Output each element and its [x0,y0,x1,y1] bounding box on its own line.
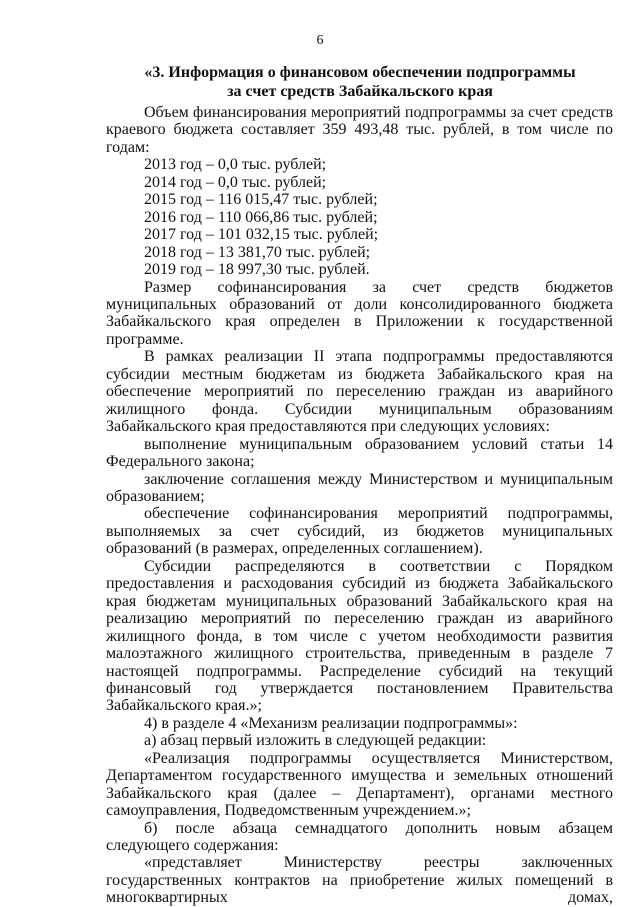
year-amount: 13 381,70 тыс. рублей; [217,243,371,261]
amendment-item: а) абзац первый изложить в следующей редакции: [144,732,487,750]
amendment-item: 4) в разделе 4 «Механизм реализации подпрограммы»: [144,714,518,732]
year-item [106,244,613,261]
year-label: 2017 год [144,226,202,244]
distribution-paragraph: Субсидии распределяются в соответствии с Порядком предоставления и расходования субсидий из бюджета Забайкальского края бюджетам муниципальных образований Забайкальского края на реализацию мероприятий по переселению граждан из аварийного жилищного фонда, в том числе с учетом необходимости развития малоэтажного жилищного строительства, приведенным в разделе 7 настоящей подпрограммы. Распределение субсидий на текущий финансовый год утверждается постановлением Правительства Забайкальского края.»; [106,557,613,715]
amendment-item: б) после абзаца семнадцатого дополнить новым абзацем следующего содержания: [106,819,613,855]
section-heading-line-2: за счет средств Забайкальского края [227,83,493,100]
condition-item: обеспечение софинансирования мероприятий подпрограммы, выполняемых за счет субсидий, из бюджетов муниципальных образований (в размерах, определенных соглашением). [106,505,613,558]
year-amount: 18 997,30 тыс. рублей. [217,261,370,279]
year-separator: – [201,261,218,279]
condition-item: выполнение муниципальным образованием условий статьи 14 Федерального закона; [106,435,613,471]
year-amount: 0,0 тыс. рублей; [217,173,327,191]
year-item [106,226,613,243]
year-item [106,156,613,173]
year-amount: 110 066,86 тыс. рублей; [217,208,378,226]
year-label: 2018 год [144,243,202,261]
year-item [106,191,613,208]
year-separator: – [201,208,218,226]
condition-item: заключение соглашения между Министерством и муниципальным образованием; [106,470,613,505]
year-separator: – [201,173,218,191]
year-amount: 0,0 тыс. рублей; [217,156,327,174]
subsidies-paragraph: В рамках реализации II этапа подпрограммы предоставляются субсидии местным бюджетам из бюджета Забайкальского края на обеспечение мероприятий по переселению граждан из аварийного жилищного фонда. Субсидии муниципальным образованиям Забайкальского края предоставляются при следующих условиях: [106,348,613,436]
intro-paragraph: Объем финансирования мероприятий подпрограммы за счет средств краевого бюджета составляет 359 493,48 тыс. рублей, в том числе по годам: [106,104,613,156]
document-body [106,104,613,907]
year-amount: 101 032,15 тыс. рублей; [217,226,379,244]
year-label: 2015 год [144,191,202,209]
year-amount: 116 015,47 тыс. рублей; [217,191,378,209]
year-item [106,174,613,191]
year-label: 2014 год [144,173,202,191]
section-heading-line-1: «3. Информация о финансовом обеспечении подпрограммы [144,64,576,81]
year-separator: – [201,243,218,261]
year-label: 2013 год [144,156,202,174]
year-item [106,209,613,226]
year-item [106,261,613,278]
year-separator: – [201,191,218,209]
year-separator: – [201,226,218,244]
year-separator: – [201,156,218,174]
quoted-paragraph: «Реализация подпрограммы осуществляется Министерством, Департаментом государственного имущества и земельных отношений Забайкальского края (далее – Департамент), органами местного самоуправления, Подведомственным учреждением.»; [106,749,613,820]
funding-by-year-list [106,156,613,278]
page-number: 6 [316,33,324,48]
year-label: 2019 год [144,261,202,279]
year-label: 2016 год [144,208,202,226]
quoted-paragraph: «представляет Министерству реестры заключенных государственных контрактов на приобретение жилых помещений в многоквартирных домах, [106,854,613,907]
section-heading [100,63,620,101]
cofinancing-paragraph: Размер софинансирования за счет средств бюджетов муниципальных образований от доли консолидированного бюджета Забайкальского края определен в Приложении к государственной программе. [106,278,613,348]
